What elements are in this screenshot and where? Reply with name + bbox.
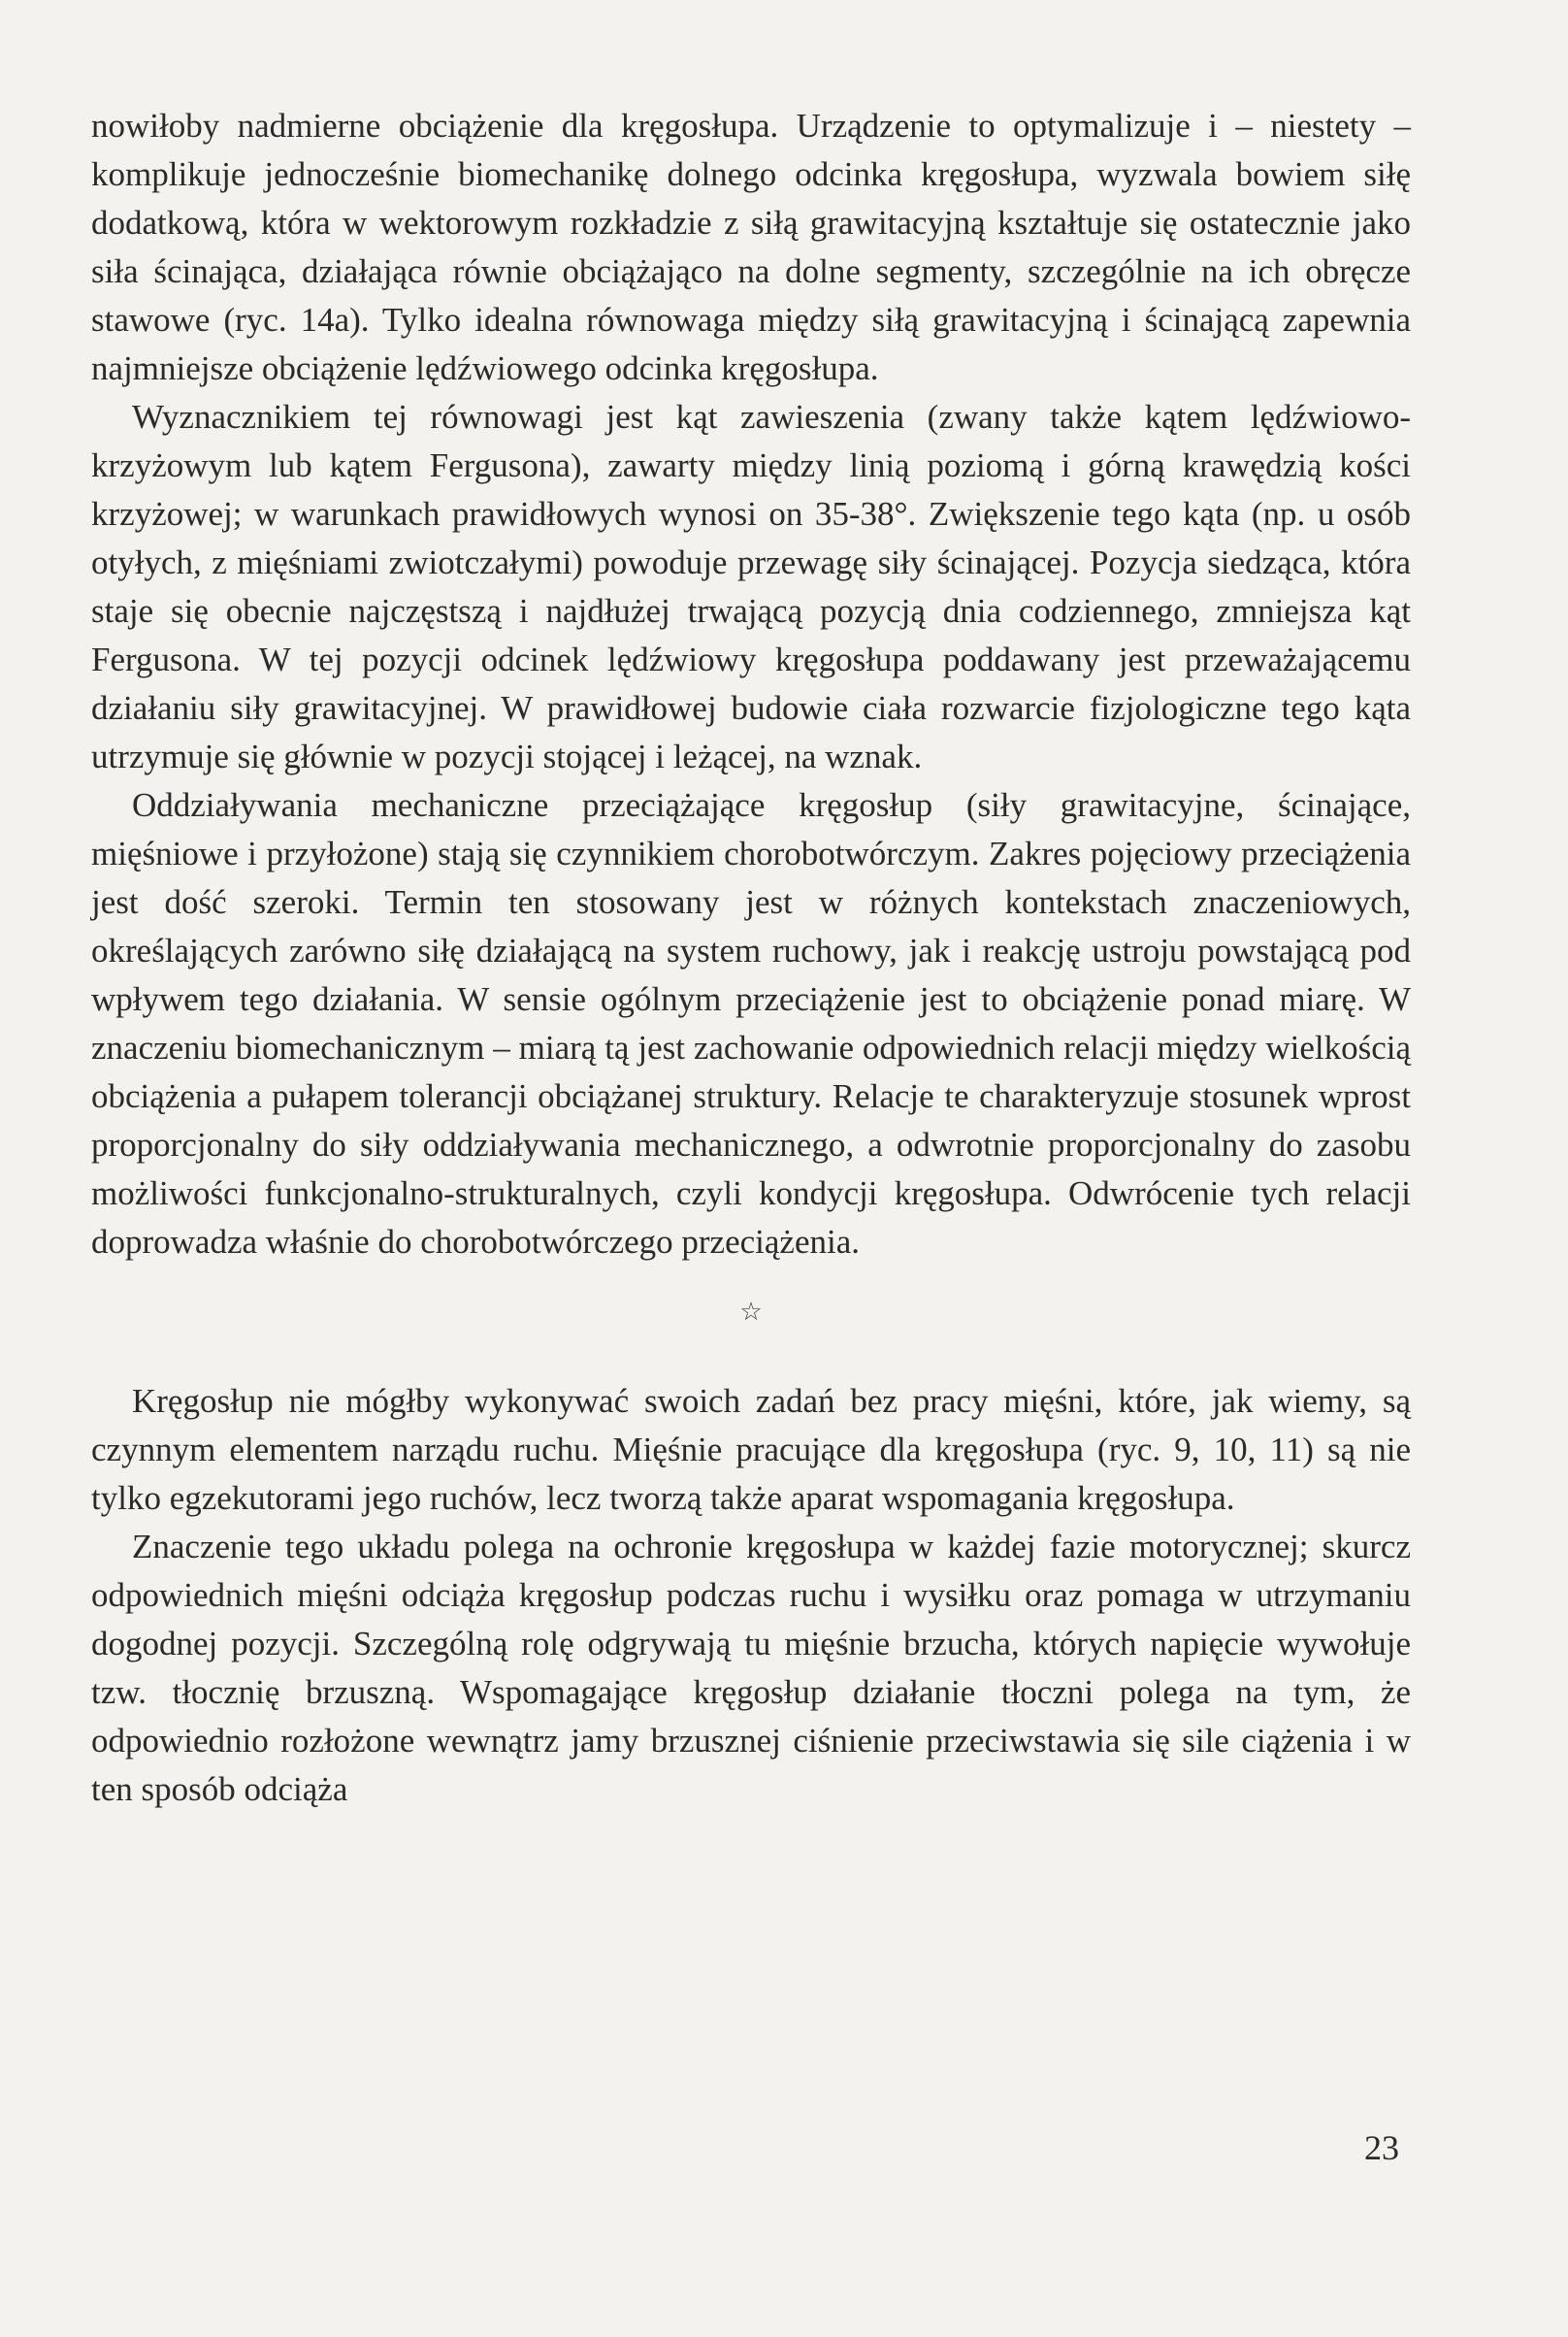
section-separator-star-icon: ☆ [739, 1298, 763, 1326]
paragraph-5: Znaczenie tego układu polega na ochronie kręgosłupa w każdej fazie motorycznej; skurcz odpowiednich mięśni odciąża kręgosłup podczas ruchu i wysiłku oraz pomaga w utrzymaniu dogodnej pozycji. Szczególną rolę odgrywają tu mięśnie brzucha, których napięcie wywołuje tzw. tłocznię brzuszną. Wspomagające kręgosłup działanie tłoczni polega na tym, że odpowiednio rozłożone wewnątrz jamy brzusznej ciśnienie przeciwstawia się sile ciążenia i w ten sposób odciąża [91, 1528, 1411, 1808]
page-number: 23 [1364, 2128, 1399, 2167]
paragraph-3: Oddziaływania mechaniczne przeciążające kręgosłup (siły grawitacyjne, ścinające, mięśniowe i przyłożone) stają się czynnikiem chorobotwórczym. Zakres pojęciowy przeciążenia jest dość szeroki. Termin ten stosowany jest w różnych kontekstach znaczeniowych, określających zarówno siłę działającą na system ruchowy, jak i reakcję ustroju powstającą pod wpływem tego działania. W sensie ogólnym przeciążenie jest to obciążenie ponad miarę. W znaczeniu biomechanicznym – miarą tą jest zachowanie odpowiednich relacji między wielkością obciążenia a pułapem tolerancji obciążanej struktury. Relacje te charakteryzuje stosunek wprost proporcjonalny do siły oddziaływania mechanicznego, a odwrotnie proporcjonalny do zasobu możliwości funkcjonalno-strukturalnych, czyli kondycji kręgosłupa. Odwrócenie tych relacji doprowadza właśnie do chorobotwórczego przeciążenia. [91, 786, 1411, 1261]
paragraph-1: nowiłoby nadmierne obciążenie dla kręgosłupa. Urządzenie to optymalizuje i – niestety – komplikuje jednocześnie biomechanikę dolnego odcinka kręgosłupa, wyzwala bowiem siłę dodatkową, która w wektorowym rozkładzie z siłą grawitacyjną kształtuje się ostatecznie jako siła ścinająca, działająca równie obciążająco na dolne segmenty, szczególnie na ich obręcze stawowe (ryc. 14a). Tylko idealna równowaga między siłą grawitacyjną i ścinającą zapewnia najmniejsze obciążenie lędźwiowego odcinka kręgosłupa. [91, 107, 1411, 387]
paragraph-2: Wyznacznikiem tej równowagi jest kąt zawieszenia (zwany także kątem lędźwiowo-krzyżowym lub kątem Fergusona), zawarty między linią poziomą i górną krawędzią kości krzyżowej; w warunkach prawidłowych wynosi on 35-38°. Zwiększenie tego kąta (np. u osób otyłych, z mięśniami zwiotczałymi) powoduje przewagę siły ścinającej. Pozycja siedząca, która staje się obecnie najczęstszą i najdłużej trwającą pozycją dnia codziennego, zmniejsza kąt Fergusona. W tej pozycji odcinek lędźwiowy kręgosłupa poddawany jest przeważającemu działaniu siły grawitacyjnej. W prawidłowej budowie ciała rozwarcie fizjologiczne tego kąta utrzymuje się głównie w pozycji stojącej i leżącej, na wznak. [91, 398, 1411, 775]
page-body [91, 102, 1411, 1814]
paragraph-4: Kręgosłup nie mógłby wykonywać swoich zadań bez pracy mięśni, które, jak wiemy, są czynnym elementem narządu ruchu. Mięśnie pracujące dla kręgosłupa (ryc. 9, 10, 11) są nie tylko egzekutorami jego ruchów, lecz tworzą także aparat wspomagania kręgosłupa. [91, 1382, 1411, 1517]
